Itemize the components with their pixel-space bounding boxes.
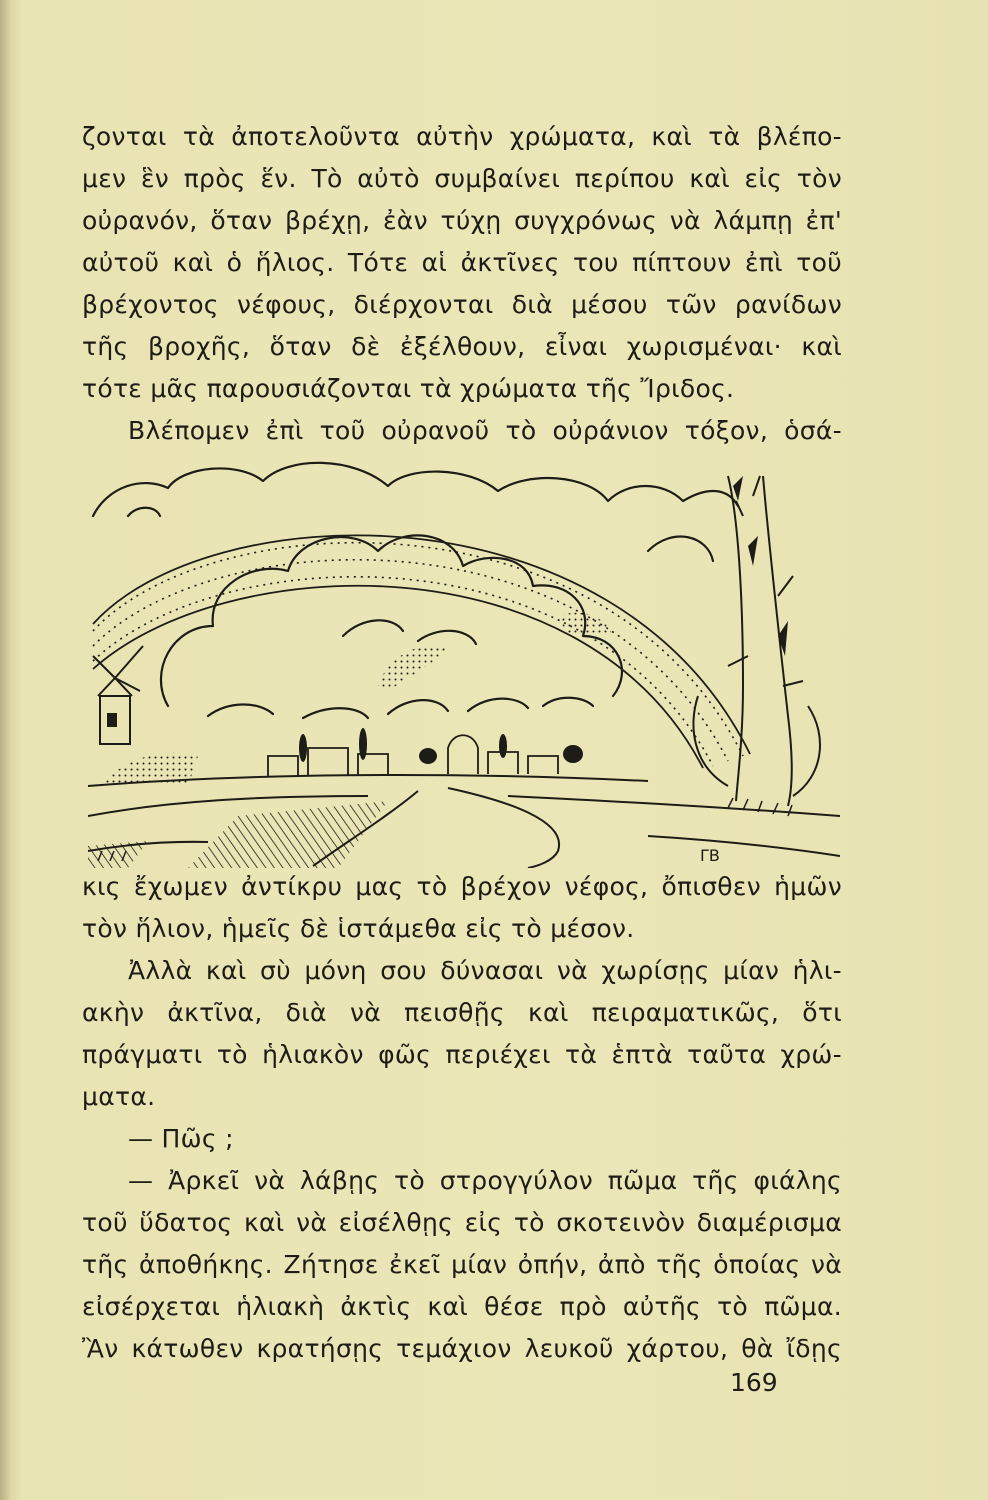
text-line: — Ἀρκεῖ νὰ λάβῃς τὸ στρογγύλον πῶμα τῆς φιάλης — [128, 1166, 842, 1195]
rainbow-edge — [93, 535, 750, 754]
text-block-top — [82, 116, 842, 452]
text-line: Βλέπομεν ἐπὶ τοῦ οὐρανοῦ τὸ οὐράνιον τόξον, ὁσά- — [128, 416, 842, 445]
text-line: τῆς ἀποθήκης. Ζήτησε ἐκεῖ μίαν ὀπήν, ἀπὸ τῆς ὁποίας νὰ — [82, 1250, 842, 1279]
text-line: κις ἔχωμεν ἀντίκρυ μας τὸ βρέχον νέφος, ὄπισθεν ἡμῶν — [82, 872, 842, 901]
village-trees — [299, 728, 583, 764]
rainbow-illustration — [88, 456, 840, 868]
text-line: τοῦ ὕδατος καὶ νὰ εἰσέλθῃς εἰς τὸ σκοτεινὸν διαμέρισμα — [82, 1208, 842, 1237]
ploughed-field — [188, 801, 388, 868]
text-line: εἰσέρχεται ἡλιακὴ ἀκτὶς καὶ θέσε πρὸ αὐτῆς τὸ πῶμα. — [82, 1292, 842, 1321]
paragraph-1 — [82, 116, 842, 410]
dotted-shading — [378, 645, 448, 691]
text-line: ματα. — [82, 1082, 156, 1111]
village — [268, 735, 558, 776]
page-number: 169 — [730, 1368, 778, 1397]
dialogue-line: — Πῶς ; — [128, 1124, 234, 1153]
upper-clouds — [93, 463, 738, 516]
illustrator-signature: ΓΒ — [700, 846, 720, 865]
paragraph-4 — [82, 1160, 842, 1370]
rainbow-drawing — [88, 456, 840, 868]
paragraph-2-start — [82, 410, 842, 452]
paragraph-2-end — [82, 866, 842, 950]
road-right — [448, 788, 559, 868]
text-line: τὸν ἥλιον, ἡμεῖς δὲ ἱστάμεθα εἰς τὸ μέσον. — [82, 914, 635, 943]
text-line: ακὴν ἀκτῖνα, διὰ νὰ πεισθῇς καὶ πειραματικῶς, ὅτι — [82, 998, 842, 1027]
text-line: οὐρανόν, ὅταν βρέχῃ, ἐὰν τύχῃ συγχρόνως νὰ λάμπῃ ἐπ' — [82, 206, 842, 235]
text-line: Ἀλλὰ καὶ σὺ μόνη σου δύνασαι νὰ χωρίσῃς μίαν ἡλι- — [128, 956, 842, 985]
text-block-bottom — [82, 866, 842, 1370]
text-line: αὐτοῦ καὶ ὁ ἥλιος. Τότε αἱ ἀκτῖνες του πίπτουν ἐπὶ τοῦ — [82, 248, 842, 277]
text-line: πράγματι τὸ ἡλιακὸν φῶς περιέχει τὰ ἑπτὰ ταῦτα χρώ- — [82, 1040, 842, 1069]
cypress-tree — [693, 476, 820, 806]
tree-foliage — [733, 476, 788, 656]
windmill — [93, 646, 143, 744]
text-line: τότε μᾶς παρουσιάζονται τὰ χρώματα τῆς Ἴριδος. — [82, 374, 735, 403]
text-line: βρέχοντος νέφους, διέρχονται διὰ μέσου τῶν ρανίδων — [82, 290, 842, 319]
paragraph-3 — [82, 950, 842, 1118]
text-line: τῆς βροχῆς, ὅταν δὲ ἐξέλθουν, εἶναι χωρισμέναι· καὶ — [82, 332, 842, 361]
book-spine-shadow — [0, 0, 10, 1500]
text-line: ζονται τὰ ἀποτελοῦντα αὐτὴν χρώματα, καὶ τὰ βλέπο- — [82, 122, 842, 151]
text-line: μεν ἓν πρὸς ἕν. Τὸ αὐτὸ συμβαίνει περίπου καὶ εἰς τὸν — [82, 164, 842, 193]
text-line: Ἂν κάτωθεν κρατήσῃς τεμάχιον λευκοῦ χάρτου, θὰ ἴδῃς — [82, 1334, 842, 1363]
